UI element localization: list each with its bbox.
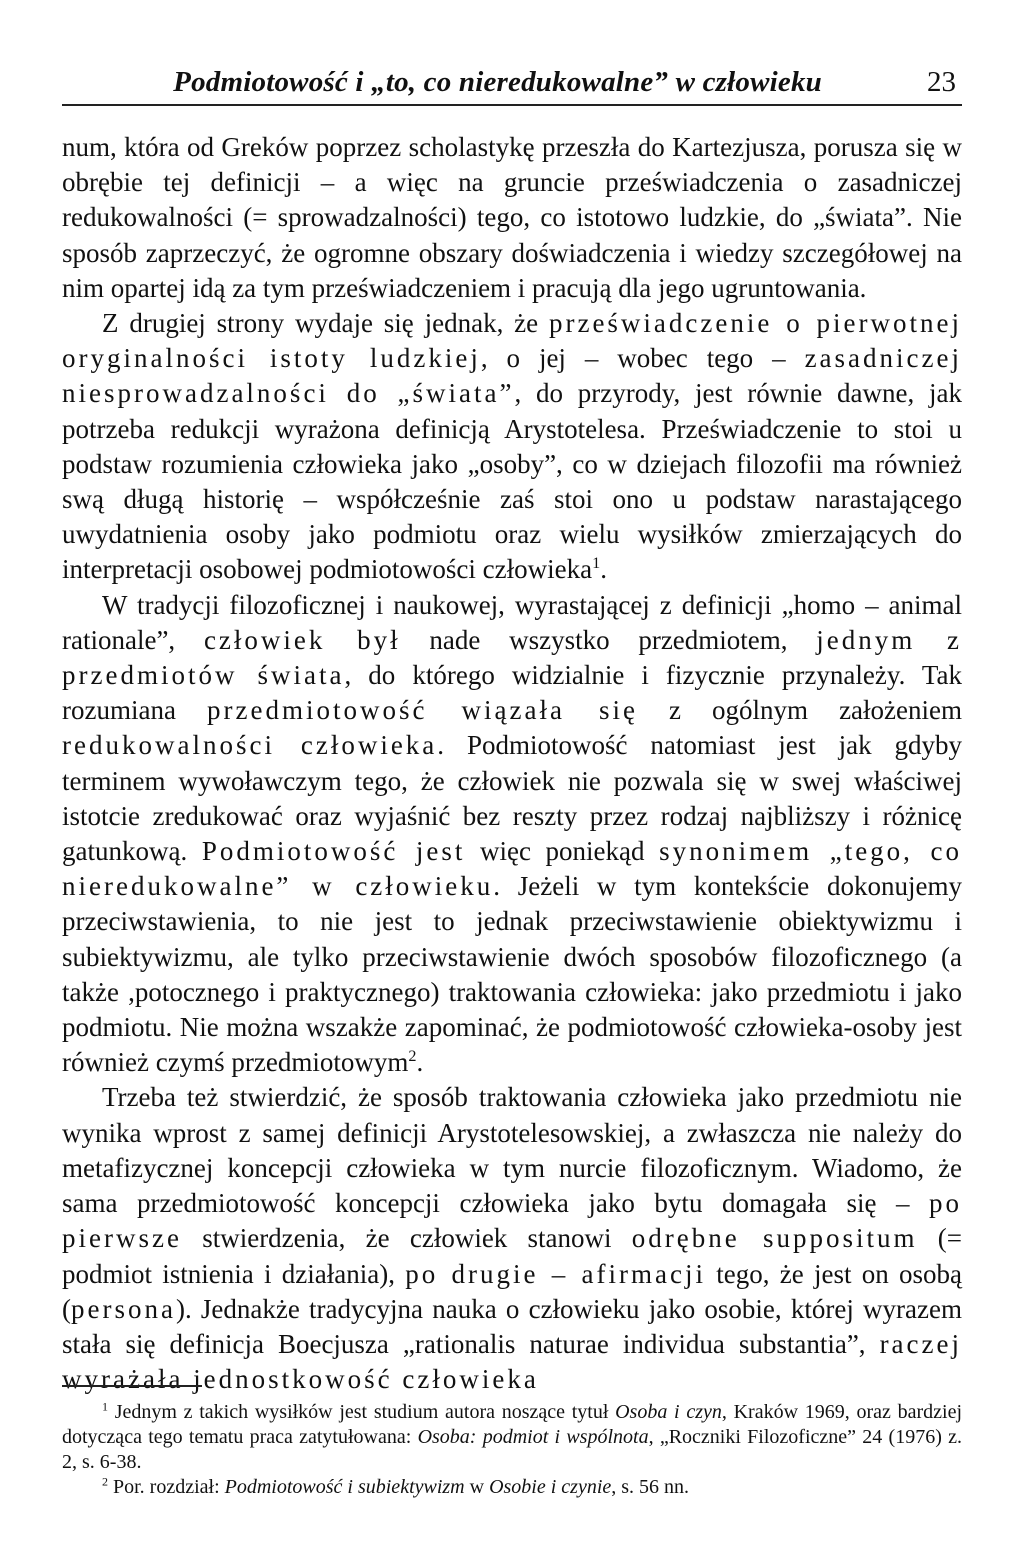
chapter-title: Podmiotowość i subiektywizm (224, 1476, 465, 1498)
text-run: num, która od Greków poprzez scholastykę przeszła do Kartezjusza, porusza się w obrębie tej definicji – a więc na gruncie przeświadczenia o zasadniczej redukowalności (= sprowadzalności) tego, co istotowo ludzkie, do „świata”. Nie sposób zaprzeczyć, że ogromne obszary doświadczenia i wiedzy szczegółowej na nim opartej idą za tym przeświadczeniem i pracują dla jego ugruntowania. (62, 132, 962, 303)
text-run: . Podmiotowość natomiast jest jak gdyby terminem wywoławczym tego, że człowiek nie pozwala się w swej właściwej istotcie zredukować oraz wyjaśnić bez reszty przez rodzaj najbliższy i różnicę gatunkową. (62, 730, 962, 867)
text-run: tego, że jest on osobą ( (62, 1258, 962, 1324)
running-header (62, 64, 962, 106)
spaced-emphasis: człowiek był (203, 624, 401, 655)
text-run: z ogólnym założeniem (637, 695, 962, 726)
text-run: . (416, 1047, 424, 1078)
paragraph-3 (62, 588, 962, 1081)
text-run: , o jej – wobec tego – (480, 343, 805, 374)
work-title: Osoba: podmiot i wspólnota (417, 1426, 649, 1448)
spaced-emphasis: po drugie – afirmacji (405, 1258, 706, 1289)
body-text (62, 130, 962, 1397)
footnote-divider (62, 1385, 202, 1387)
text-run: , s. 56 nn. (611, 1476, 690, 1498)
spaced-emphasis: przeświadczenie o pierwotnej oryginalności istoty ludzkiej (62, 308, 962, 374)
text-run: Z drugiej strony wydaje się jednak, że (102, 308, 549, 339)
text-run: , do którego widzialnie i fizycznie przynależy. Tak rozumiana (62, 660, 962, 726)
paragraph-1 (62, 130, 962, 306)
paragraph-4 (62, 1080, 962, 1397)
text-run: , „Roczniki Filozoficzne” 24 (1976) z. 2, s. 6-38. (62, 1426, 962, 1473)
text-run: W tradycji filozoficznej i naukowej, wyrastającej z definicji „homo – animal rationale”, (62, 589, 962, 655)
spaced-emphasis: raczej wyrażała jednostkowość człowieka (62, 1328, 962, 1395)
book-title: Osoba i czyn (615, 1401, 722, 1423)
footnotes (62, 1400, 962, 1500)
spaced-emphasis: jednym z przedmiotów świata (62, 624, 962, 691)
text-run: nade wszystko przedmiotem, (400, 624, 817, 655)
footnote-1 (62, 1400, 962, 1475)
page-number: 23 (927, 66, 956, 98)
footnote-marker: 1 (102, 1399, 108, 1414)
spaced-emphasis: po pierwsze (62, 1188, 962, 1254)
footnote-marker: 2 (102, 1474, 108, 1489)
text-run: ). Jednakże tradycyjna nauka o człowieku jako osobie, której wyrazem stała się definicja Boecjusza „rationalis naturae individua substantia”, (62, 1293, 962, 1359)
text-run: (= podmiot istnienia i działania), (62, 1223, 962, 1289)
text-run: , do przyrody, jest równie dawne, jak potrzeba redukcji wyrażona definicją Arystotelesa. Przeświadczenie to stoi u podstaw rozumienia człowieka jako „osoby”, co w dziejach filozofii ma również swą długą historię – współcześnie zaś stoi ono u podstaw narastającego uwydatnienia osoby jako podmiotu oraz wielu wysiłków zmierzających do interpretacji osobowej podmiotowości człowieka (62, 378, 962, 585)
text-run: Jednym z takich wysiłków jest studium autora noszące tytuł (108, 1401, 616, 1423)
text-run: w (464, 1476, 490, 1498)
text-run: więc poniekąd (465, 836, 660, 867)
text-run: . (600, 554, 607, 585)
paragraph-2 (62, 306, 962, 588)
text-run: , Kraków 1969, oraz bardziej dotycząca tego tematu praca zatytułowana: (62, 1401, 962, 1448)
text-run: Trzeba też stwierdzić, że sposób traktowania człowieka jako przedmiotu nie wynika wprost z samej definicji Arystotelesowskiej, a zwłaszcza nie należy do metafizycznej koncepcji człowieka w tym nurcie filozoficznym. Wiadomo, że sama przedmiotowość koncepcji człowieka jako bytu domagała się – (62, 1082, 962, 1219)
spaced-emphasis: redukowalności człowieka (62, 730, 438, 761)
book-title: Osobie i czynie (489, 1476, 612, 1498)
spaced-emphasis: synonimem „tego, co nieredukowalne” w człowieku (62, 836, 963, 902)
spaced-emphasis: odrębne suppositum (631, 1223, 918, 1254)
text-run: . Jeżeli w tym kontekście dokonujemy przeciwstawienia, to nie jest to jednak przeciwstawienie obiektywizmu i subiektywizmu, ale tylko przeciwstawienie dwóch sposobów filozoficznego (a także ,potocznego i praktycznego) traktowania człowieka: jako przedmiotu i jako podmiotu. Nie można wszakże zapominać, że podmiotowość człowieka-osoby jest również czymś przedmiotowym (62, 871, 962, 1078)
text-run: Por. rozdział: (108, 1476, 225, 1498)
running-title: Podmiotowość i „to, co nieredukowalne” w człowieku (173, 66, 822, 98)
spaced-emphasis: zasadniczej niesprowadzalności do „świata” (62, 343, 962, 409)
text-run: stwierdzenia, że człowiek stanowi (181, 1223, 632, 1254)
spaced-emphasis: przedmiotowość wiązała się (207, 695, 638, 726)
footnote-ref[interactable]: 1 (592, 554, 601, 573)
spaced-emphasis: Podmiotowość jest (201, 836, 466, 867)
footnote-ref[interactable]: 2 (408, 1047, 417, 1066)
footnote-2 (62, 1475, 962, 1500)
spaced-emphasis: persona (71, 1293, 176, 1324)
